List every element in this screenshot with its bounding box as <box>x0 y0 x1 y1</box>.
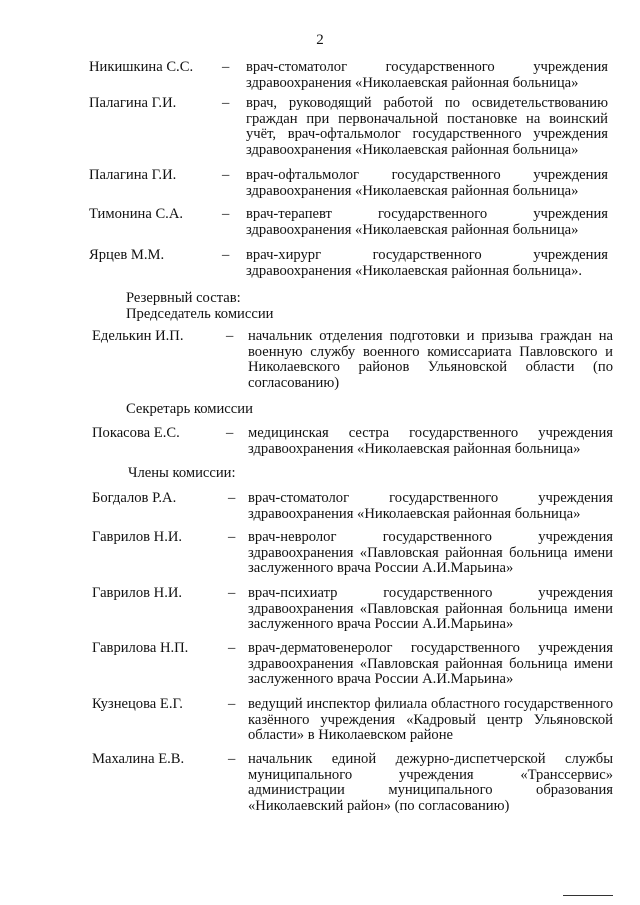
member-position: врач-стоматолог государственного учреждения здравоохранения «Николаевская районная больница» <box>248 490 613 522</box>
member-position: врач-офтальмолог государственного учреждения здравоохранения «Николаевская районная больница» <box>246 167 608 199</box>
reserve-heading: Резервный состав: <box>126 290 241 306</box>
member-position: врач-хирург государственного учреждения здравоохранения «Николаевская районная больница». <box>246 247 608 279</box>
member-name: Покасова Е.С. <box>92 425 180 441</box>
member-position: врач-терапевт государственного учреждения здравоохранения «Николаевская районная больница» <box>246 206 608 238</box>
dash: – <box>222 247 230 263</box>
member-name: Богдалов Р.А. <box>92 490 177 506</box>
dash: – <box>228 490 236 506</box>
member-position: начальник отделения подготовки и призыва граждан на военную службу военного комиссариата Павловского и Николаевского районов Ульяновской области (по согласованию) <box>248 328 613 391</box>
member-name: Кузнецова Е.Г. <box>92 696 183 712</box>
member-position: ведущий инспектор филиала областного государственного казённого учреждения «Кадровый центр Ульяновской области» в Николаевском районе <box>248 696 613 744</box>
member-name: Гаврилов Н.И. <box>92 585 183 601</box>
member-position: врач-стоматолог государственного учреждения здравоохранения «Николаевская районная больница» <box>246 59 608 91</box>
dash: – <box>228 751 236 767</box>
dash: – <box>222 59 230 75</box>
secretary-heading: Секретарь комиссии <box>126 401 253 417</box>
member-position: начальник единой дежурно-диспетчерской службы муниципального учреждения «Транссервис» администрации муниципального образования «Николаевский район» (по согласованию) <box>248 751 613 814</box>
page-number: 2 <box>316 32 324 48</box>
member-name: Никишкина С.С. <box>89 59 194 75</box>
member-position: медицинская сестра государственного учреждения здравоохранения «Николаевская районная больница» <box>248 425 613 457</box>
dash: – <box>228 585 236 601</box>
member-name: Тимонина С.А. <box>89 206 184 222</box>
member-name: Гаврилов Н.И. <box>92 529 183 545</box>
dash: – <box>228 529 236 545</box>
dash: – <box>226 425 234 441</box>
member-position: врач-психиатр государственного учреждения здравоохранения «Павловская районная больница имени заслуженного врача России А.И.Марьина» <box>248 585 613 633</box>
dash: – <box>228 640 236 656</box>
dash: – <box>226 328 234 344</box>
member-position: врач, руководящий работой по освидетельствованию граждан при первоначальной постановке на воинский учёт, врач-офтальмолог государственного учреждения здравоохранения «Николаевская районная больница» <box>246 95 608 158</box>
member-name: Ярцев М.М. <box>89 247 165 263</box>
dash: – <box>222 95 230 111</box>
member-name: Палагина Г.И. <box>89 95 177 111</box>
dash: – <box>222 167 230 183</box>
dash: – <box>222 206 230 222</box>
member-name: Еделькин И.П. <box>92 328 184 344</box>
member-position: врач-невролог государственного учреждения здравоохранения «Павловская районная больница имени заслуженного врача России А.И.Марьина» <box>248 529 613 577</box>
dash: – <box>228 696 236 712</box>
chair-heading: Председатель комиссии <box>126 306 274 322</box>
member-name: Махалина Е.В. <box>92 751 185 767</box>
member-name: Гаврилова Н.П. <box>92 640 189 656</box>
member-position: врач-дерматовенеролог государственного учреждения здравоохранения «Павловская районная больница имени заслуженного врача России А.И.Марьина» <box>248 640 613 688</box>
member-name: Палагина Г.И. <box>89 167 177 183</box>
members-heading: Члены комиссии: <box>128 465 236 481</box>
signature-line <box>563 895 613 896</box>
